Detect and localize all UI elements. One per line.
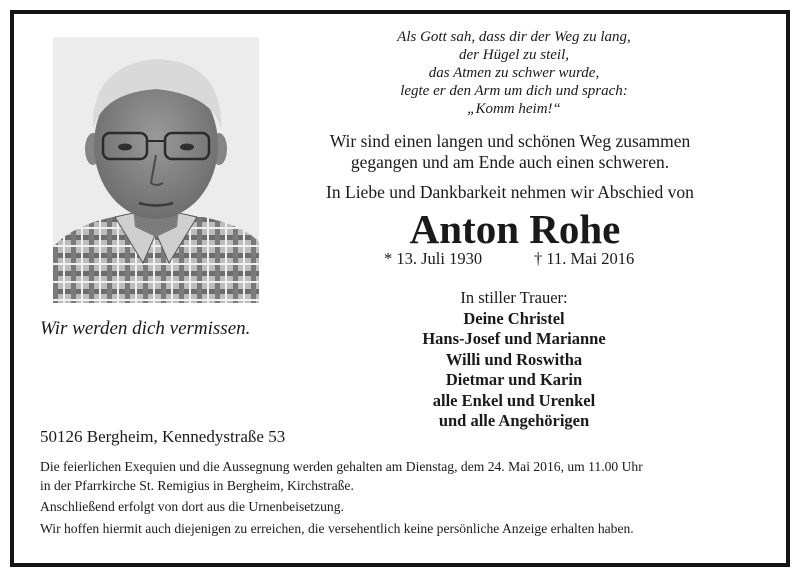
mourners-block xyxy=(380,288,648,432)
mourner-name: alle Enkel und Urenkel xyxy=(432,390,596,410)
poem-line: legte er den Arm um dich und sprach: xyxy=(400,83,628,99)
intro-text xyxy=(290,131,730,173)
burial-info: Anschließend erfolgt von dort aus die Urnenbeisetzung. xyxy=(40,499,344,514)
poem-line: „Komm heim!“ xyxy=(467,101,561,117)
portrait-photo xyxy=(53,37,259,303)
mourner-name: Willi und Roswitha xyxy=(445,349,583,369)
apology-note: Wir hoffen hiermit auch diejenigen zu erreichen, die versehentlich keine persönliche Anzeige erhalten haben. xyxy=(40,520,634,536)
family-address: 50126 Bergheim, Kennedystraße 53 xyxy=(40,427,286,446)
poem-line: das Atmen zu schwer wurde, xyxy=(428,65,600,81)
intro-line: Wir sind einen langen und schönen Weg zusammen xyxy=(329,131,691,151)
mourner-name: und alle Angehörigen xyxy=(438,411,590,430)
poem xyxy=(330,28,698,118)
mourning-heading: In stiller Trauer: xyxy=(460,288,568,307)
poem-line: Als Gott sah, dass dir der Weg zu lang, xyxy=(397,29,631,45)
photo-caption: Wir werden dich vermissen. xyxy=(40,318,251,339)
portrait-illustration xyxy=(53,37,259,303)
mourner-name: Dietmar und Karin xyxy=(445,370,583,389)
service-info: in der Pfarrkirche St. Remigius in Bergheim, Kirchstraße. xyxy=(40,477,354,493)
service-info: Die feierlichen Exequien und die Aussegnung werden gehalten am Dienstag, dem 24. Mai 2016, um 11.00 Uhr xyxy=(40,459,643,474)
deceased-name: Anton Rohe xyxy=(409,206,621,252)
mourner-name: Deine Christel xyxy=(463,308,565,328)
mourner-name: Hans-Josef und Marianne xyxy=(422,329,606,348)
birth-date: * 13. Juli 1930 xyxy=(384,249,483,268)
death-date: † 11. Mai 2016 xyxy=(534,249,635,268)
farewell-line: In Liebe und Dankbarkeit nehmen wir Abschied von xyxy=(326,182,694,202)
intro-line: gegangen und am Ende auch einen schweren. xyxy=(350,152,670,172)
funeral-notices xyxy=(40,458,775,538)
poem-line: der Hügel zu steil, xyxy=(459,47,569,63)
